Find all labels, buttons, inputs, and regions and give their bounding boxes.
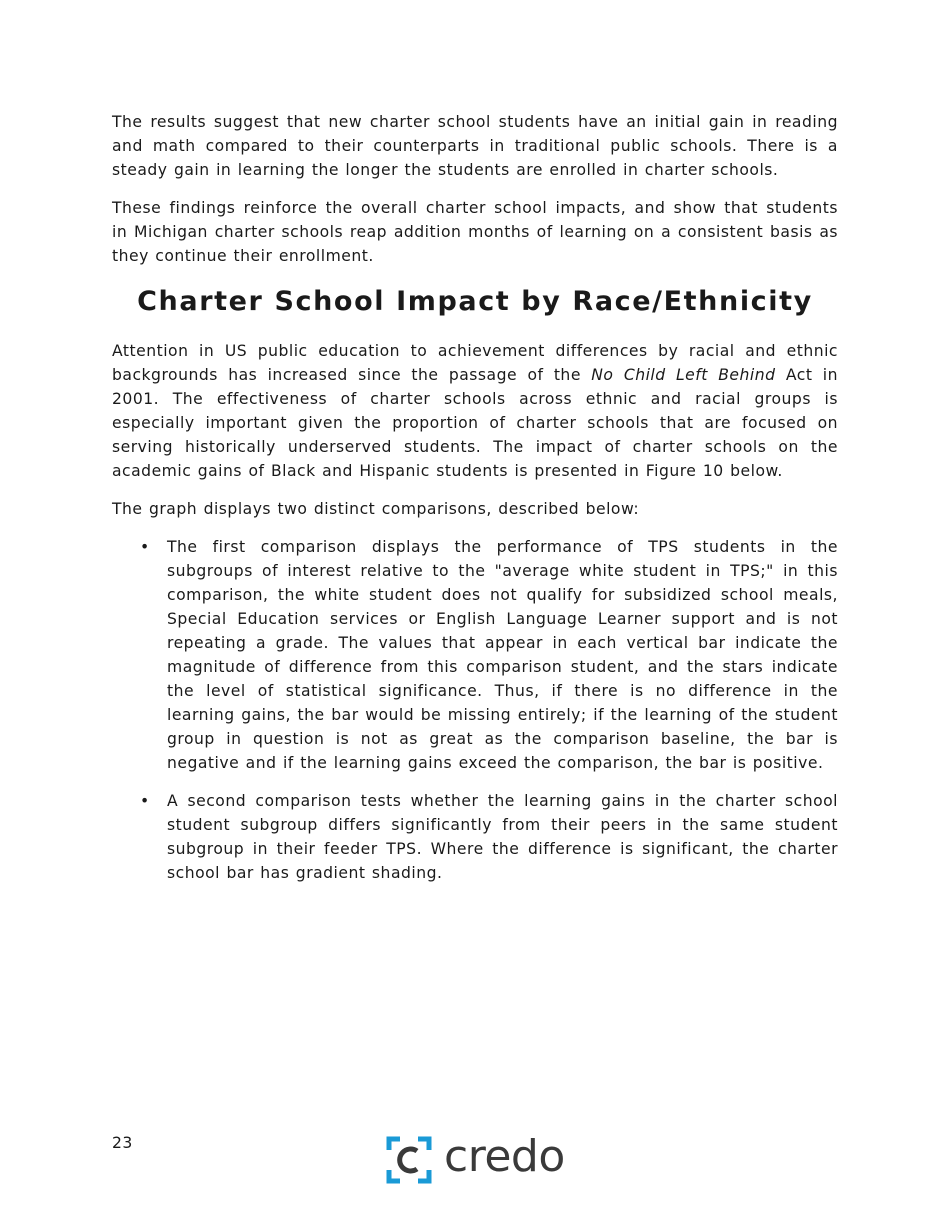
bullet-icon: • xyxy=(140,792,150,810)
intro-paragraph-1: The results suggest that new charter school students have an initial gain in reading and math compared to their counterparts in traditional public schools. There is a steady gain in learning the longer the students are enrolled in charter schools. xyxy=(112,113,838,179)
list-item xyxy=(112,535,838,775)
section-paragraph-2: The graph displays two distinct comparisons, described below: xyxy=(112,500,640,518)
act-title-italic: No Child Left Behind xyxy=(591,366,776,384)
credo-logo xyxy=(386,1131,565,1184)
section-heading: Charter School Impact by Race/Ethnicity xyxy=(137,286,813,317)
bullet-icon: • xyxy=(140,538,150,556)
section-paragraph-1-end: Act in 2001. The effectiveness of charter schools across ethnic and racial groups is especially important given the proportion of charter schools that are focused on serving historically underserved students. The impact of charter schools on the academic gains of Black and Hispanic students is presented in Figure 10 below. xyxy=(112,366,838,480)
credo-logo-icon xyxy=(386,1136,432,1184)
page-number: 23 xyxy=(112,1134,133,1152)
section-paragraph-1-start: Attention in US public education to achievement differences by racial and ethnic backgrounds has increased since the passage of the xyxy=(112,342,838,384)
list-item xyxy=(112,789,838,885)
section-paragraph-1 xyxy=(112,339,838,483)
list-item-text: The first comparison displays the performance of TPS students in the subgroups of interest relative to the "average white student in TPS;" in this comparison, the white student does not qualify for subsidized school meals, Special Education services or English Language Learner support and is not repeating a grade. The values that appear in each vertical bar indicate the magnitude of difference from this comparison student, and the stars indicate the level of statistical significance. Thus, if there is no difference in the learning gains, the bar would be missing entirely; if the learning of the student group in question is not as great as the comparison baseline, the bar is negative and if the learning gains exceed the comparison, the bar is positive. xyxy=(167,538,838,772)
credo-logo-text: credo xyxy=(444,1131,565,1182)
comparison-list xyxy=(112,535,838,885)
document-body xyxy=(112,110,838,899)
list-item-text: A second comparison tests whether the learning gains in the charter school student subgroup differs significantly from their peers in the same student subgroup in their feeder TPS. Where the difference is significant, the charter school bar has gradient shading. xyxy=(167,792,838,882)
intro-paragraph-2: These findings reinforce the overall charter school impacts, and show that students in Michigan charter schools reap addition months of learning on a consistent basis as they continue their enrollment. xyxy=(112,199,838,265)
